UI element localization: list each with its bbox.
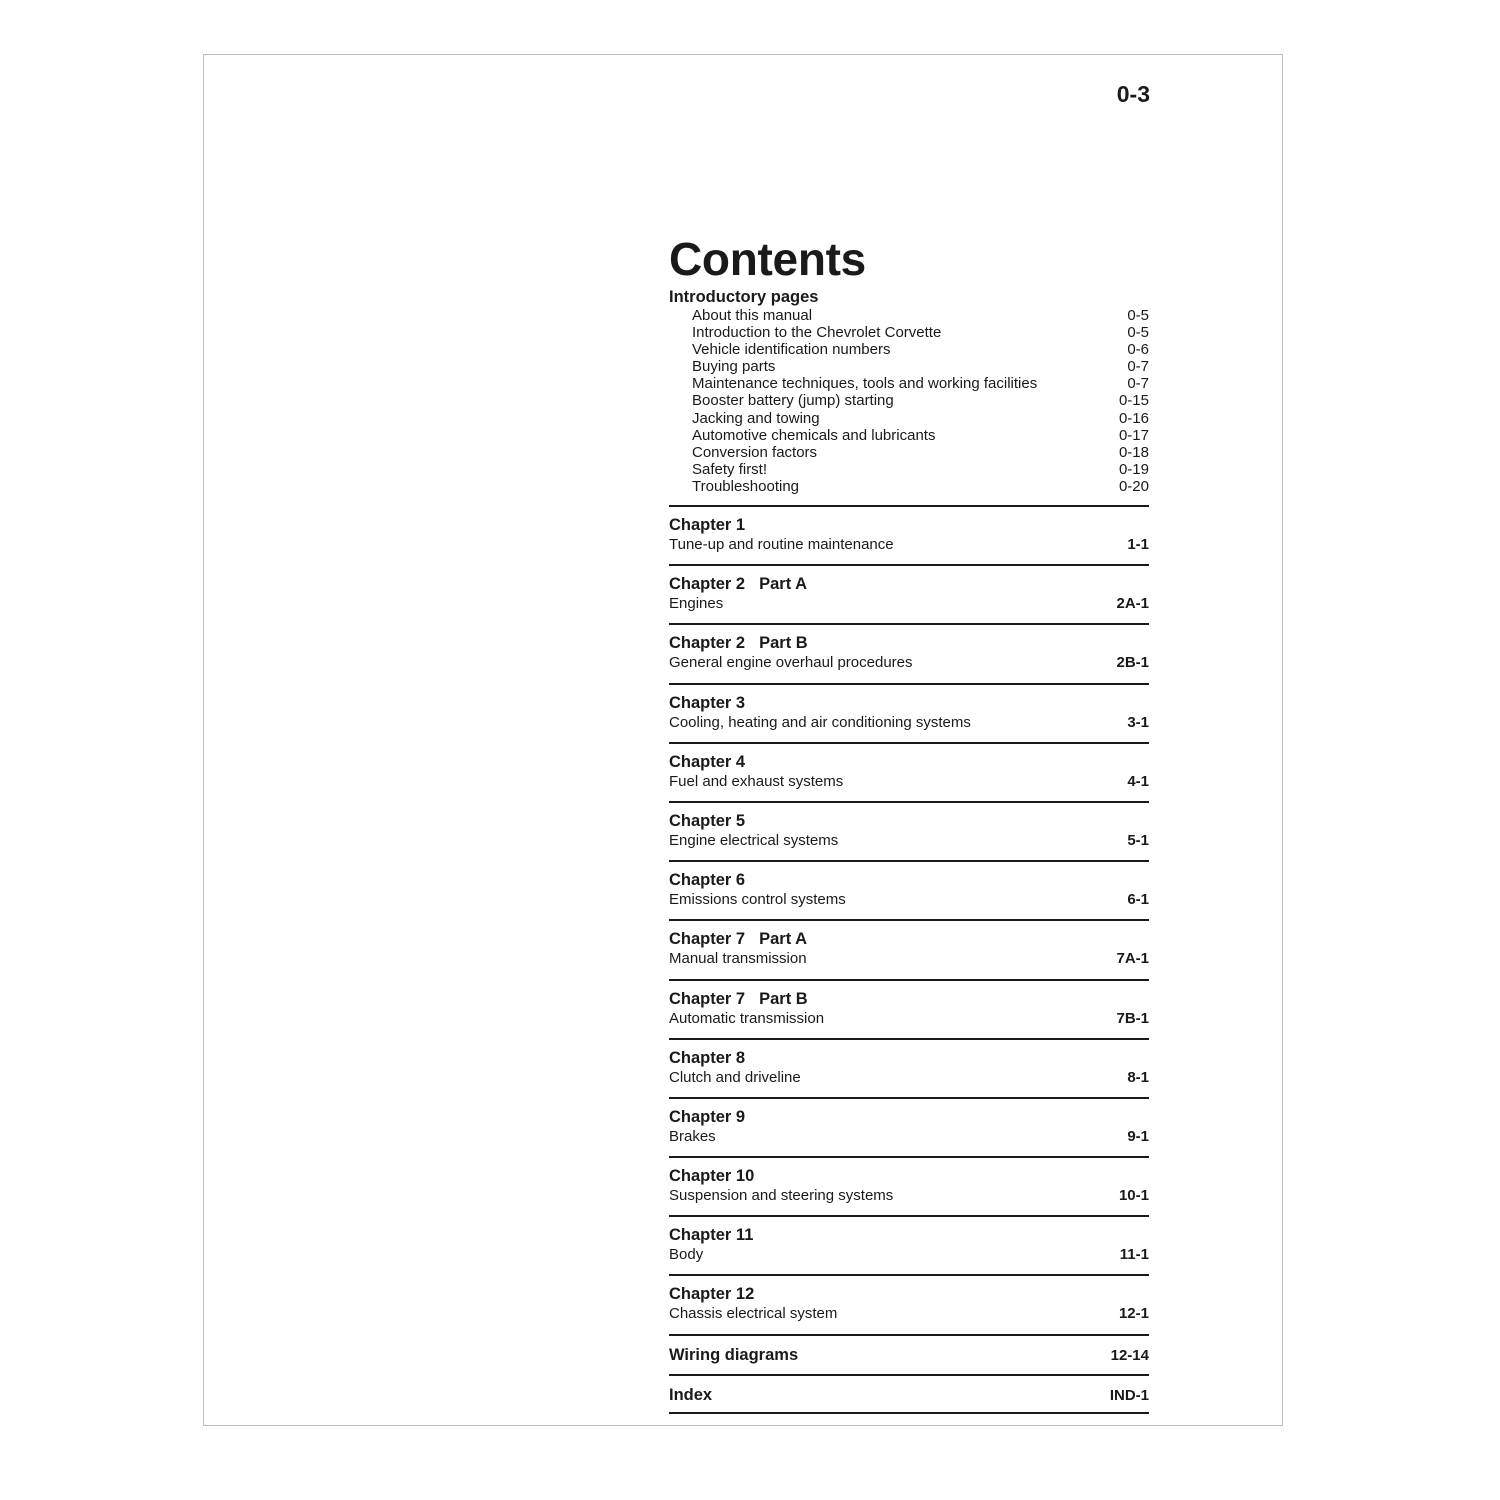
chapter-description: Clutch and driveline (669, 1068, 801, 1086)
intro-item[interactable] (669, 444, 1149, 461)
chapter-entry[interactable] (669, 801, 1149, 860)
chapter-number: Chapter 2 (669, 575, 746, 594)
contents-title: Contents (669, 233, 866, 285)
intro-item-label: Jacking and towing (692, 409, 820, 427)
extra-entry[interactable] (669, 1374, 1149, 1414)
chapter-description: Tune-up and routine maintenance (669, 536, 894, 554)
intro-item-page: 0-16 (1118, 409, 1149, 427)
intro-item[interactable] (669, 461, 1149, 478)
extra-page: 12-14 (1110, 1346, 1149, 1364)
chapter-heading (669, 633, 1149, 653)
intro-item[interactable] (669, 392, 1149, 409)
chapter-page: 5-1 (1127, 831, 1149, 849)
chapter-entry[interactable] (669, 1215, 1149, 1274)
intro-item-label: Vehicle identification numbers (692, 341, 891, 359)
intro-item[interactable] (669, 427, 1149, 444)
chapter-number: Chapter 12 (669, 1285, 755, 1304)
intro-item-page: 0-7 (1127, 358, 1149, 376)
intro-item-label: About this manual (692, 307, 813, 324)
chapter-page: 1-1 (1127, 536, 1149, 554)
chapter-entry[interactable] (669, 1038, 1149, 1097)
chapter-number: Chapter 8 (669, 1048, 746, 1067)
intro-item-page: 0-5 (1127, 307, 1149, 324)
chapter-page: 8-1 (1127, 1068, 1149, 1086)
extras-list (669, 1334, 1149, 1414)
chapter-page: 7B-1 (1116, 1009, 1149, 1027)
chapter-entry[interactable] (669, 742, 1149, 801)
chapter-part: Part A (759, 575, 808, 594)
intro-item-page: 0-5 (1127, 324, 1149, 342)
extra-label: Wiring diagrams (669, 1345, 799, 1364)
chapter-number: Chapter 5 (669, 811, 746, 830)
chapter-heading (669, 752, 1149, 772)
chapter-row (669, 535, 1149, 555)
chapter-entry[interactable] (669, 683, 1149, 742)
intro-item-page: 0-6 (1127, 341, 1149, 359)
chapter-row (669, 772, 1149, 792)
page-number: 0-3 (1116, 81, 1150, 107)
chapter-row (669, 653, 1149, 673)
chapter-heading (669, 1107, 1149, 1127)
chapter-row (669, 831, 1149, 851)
intro-item-page: 0-17 (1118, 426, 1149, 444)
chapter-number: Chapter 7 (669, 989, 746, 1008)
chapter-entry[interactable] (669, 1274, 1149, 1333)
chapter-entry[interactable] (669, 979, 1149, 1038)
chapter-description: Manual transmission (669, 950, 807, 968)
chapter-row (669, 1127, 1149, 1147)
chapter-page: 3-1 (1127, 713, 1149, 731)
chapter-heading (669, 870, 1149, 890)
extra-row (669, 1344, 1149, 1366)
chapter-list (669, 505, 1149, 1334)
extra-row (669, 1384, 1149, 1406)
chapter-part: Part A (759, 930, 808, 949)
chapter-heading (669, 989, 1149, 1009)
chapter-row (669, 1068, 1149, 1088)
chapter-page: 2B-1 (1116, 654, 1149, 672)
chapter-page: 7A-1 (1116, 950, 1149, 968)
chapter-number: Chapter 11 (669, 1226, 754, 1245)
chapter-entry[interactable] (669, 1156, 1149, 1215)
intro-item-page: 0-19 (1118, 460, 1149, 478)
chapter-description: Automatic transmission (669, 1009, 825, 1027)
chapter-page: 9-1 (1127, 1127, 1149, 1145)
chapter-heading (669, 1166, 1149, 1186)
chapter-heading (669, 929, 1149, 949)
intro-item-label: Buying parts (692, 358, 776, 376)
chapter-row (669, 1186, 1149, 1206)
intro-item-page: 0-20 (1118, 477, 1149, 495)
intro-item[interactable] (669, 375, 1149, 392)
introductory-list (669, 307, 1149, 495)
chapter-heading (669, 1048, 1149, 1068)
chapter-description: Chassis electrical system (669, 1305, 838, 1323)
intro-item[interactable] (669, 324, 1149, 341)
chapter-entry[interactable] (669, 860, 1149, 919)
chapter-row (669, 1009, 1149, 1029)
chapter-number: Chapter 2 (669, 634, 746, 653)
chapter-part: Part B (759, 989, 808, 1008)
chapter-entry[interactable] (669, 505, 1149, 564)
chapter-page: 2A-1 (1116, 595, 1149, 613)
chapter-number: Chapter 3 (669, 693, 746, 712)
extra-page: IND-1 (1109, 1386, 1149, 1404)
chapter-number: Chapter 10 (669, 1167, 755, 1186)
chapter-heading (669, 811, 1149, 831)
chapter-row (669, 713, 1149, 733)
chapter-row (669, 949, 1149, 969)
chapter-heading (669, 1284, 1149, 1304)
chapter-number: Chapter 9 (669, 1107, 746, 1126)
chapter-description: Cooling, heating and air conditioning systems (669, 713, 971, 731)
introductory-heading: Introductory pages (669, 288, 819, 306)
chapter-row (669, 1245, 1149, 1265)
extra-entry[interactable] (669, 1334, 1149, 1374)
intro-item-label: Safety first! (692, 460, 768, 478)
intro-item-page: 0-7 (1127, 375, 1149, 393)
chapter-entry[interactable] (669, 623, 1149, 682)
intro-item-label: Troubleshooting (692, 477, 800, 495)
chapter-number: Chapter 7 (669, 930, 746, 949)
chapter-page: 12-1 (1118, 1305, 1149, 1323)
chapter-page: 4-1 (1127, 772, 1149, 790)
chapter-number: Chapter 4 (669, 752, 746, 771)
chapter-row (669, 1304, 1149, 1324)
intro-item-label: Booster battery (jump) starting (692, 392, 894, 410)
chapter-description: Engine electrical systems (669, 831, 839, 849)
chapter-number: Chapter 1 (669, 516, 746, 535)
chapter-heading (669, 574, 1149, 594)
chapter-number: Chapter 6 (669, 871, 746, 890)
chapter-description: Suspension and steering systems (669, 1187, 894, 1205)
intro-item-page: 0-18 (1118, 443, 1149, 461)
chapter-page: 10-1 (1118, 1187, 1149, 1205)
chapter-description: Body (669, 1246, 704, 1264)
chapter-description: Engines (669, 595, 724, 613)
chapter-heading (669, 693, 1149, 713)
chapter-row (669, 890, 1149, 910)
intro-item-label: Conversion factors (692, 443, 818, 461)
chapter-description: Brakes (669, 1127, 716, 1145)
intro-item[interactable] (669, 307, 1149, 324)
intro-item[interactable] (669, 410, 1149, 427)
intro-item-label: Introduction to the Chevrolet Corvette (692, 324, 942, 342)
intro-item-page: 0-15 (1118, 392, 1149, 410)
chapter-entry[interactable] (669, 564, 1149, 623)
intro-item[interactable] (669, 358, 1149, 375)
chapter-page: 11-1 (1119, 1246, 1149, 1264)
chapter-entry[interactable] (669, 1097, 1149, 1156)
extra-label: Index (669, 1385, 713, 1404)
table-of-contents (669, 232, 1149, 1414)
intro-item-label: Maintenance techniques, tools and working facilities (692, 375, 1038, 393)
chapter-page: 6-1 (1127, 891, 1149, 909)
intro-item[interactable] (669, 341, 1149, 358)
chapter-part: Part B (759, 634, 808, 653)
chapter-description: Fuel and exhaust systems (669, 772, 844, 790)
intro-item-label: Automotive chemicals and lubricants (692, 426, 936, 444)
chapter-description: Emissions control systems (669, 891, 846, 909)
chapter-row (669, 594, 1149, 614)
chapter-description: General engine overhaul procedures (669, 654, 913, 672)
chapter-heading (669, 1225, 1149, 1245)
chapter-heading (669, 515, 1149, 535)
intro-item[interactable] (669, 478, 1149, 495)
chapter-entry[interactable] (669, 919, 1149, 978)
